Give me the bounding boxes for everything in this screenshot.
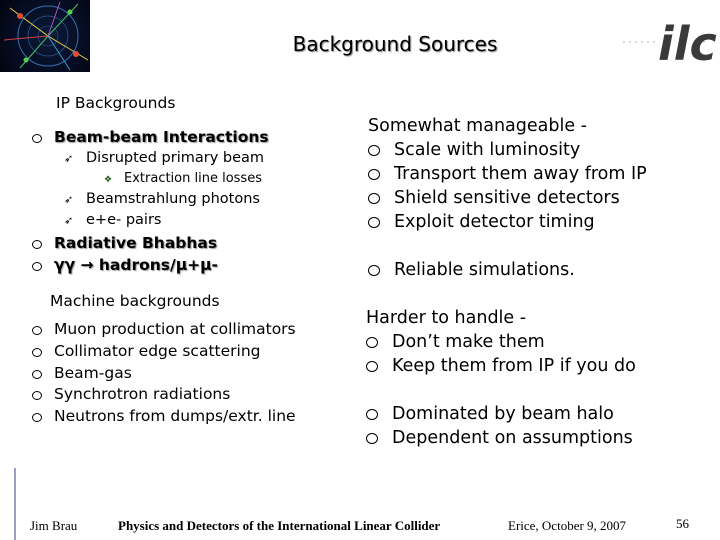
footer-author: Jim Brau xyxy=(30,518,78,533)
hollow-circle-icon xyxy=(368,193,380,204)
hollow-circle-icon xyxy=(368,145,380,156)
hollow-circle-icon xyxy=(32,391,42,400)
list-item: Neutrons from dumps/extr. line xyxy=(32,407,296,425)
arrow-bullet-icon: ➶ xyxy=(64,214,74,227)
page-number: 56 xyxy=(676,516,689,531)
hollow-circle-icon xyxy=(32,262,42,271)
arrow-bullet-icon: ➶ xyxy=(64,193,74,206)
list-item: ❖ Extraction line losses xyxy=(104,171,262,186)
hollow-circle-icon xyxy=(32,370,42,379)
hollow-circle-icon xyxy=(368,169,380,180)
ilc-logo xyxy=(620,12,717,71)
list-item: Radiative Bhabhas xyxy=(32,234,217,252)
hollow-circle-icon xyxy=(32,134,42,143)
machine-backgrounds-heading: Machine backgrounds xyxy=(50,292,220,310)
list-item: Shield sensitive detectors xyxy=(368,188,620,208)
list-item: ➶ e+e- pairs xyxy=(64,212,162,228)
footer-event: Physics and Detectors of the International Linear Collider xyxy=(118,518,441,533)
hollow-circle-icon xyxy=(366,409,378,420)
list-item: Beam-beam Interactions xyxy=(32,128,269,146)
footer-location-date: Erice, October 9, 2007 xyxy=(508,518,627,533)
list-item: γγ → hadrons/μ+μ- xyxy=(32,256,218,274)
manageable-heading: Somewhat manageable - xyxy=(368,116,587,136)
list-item: ➶ Beamstrahlung photons xyxy=(64,191,260,207)
footer-divider xyxy=(14,468,16,540)
ip-backgrounds-heading: IP Backgrounds xyxy=(56,94,176,112)
hollow-circle-icon xyxy=(32,326,42,335)
list-item: ➶ Disrupted primary beam xyxy=(64,150,265,166)
list-item: Beam-gas xyxy=(32,364,132,382)
list-item: Collimator edge scattering xyxy=(32,342,261,360)
hollow-circle-icon xyxy=(32,240,42,249)
hollow-circle-icon xyxy=(368,217,380,228)
harder-heading: Harder to handle - xyxy=(366,308,527,328)
hollow-circle-icon xyxy=(32,348,42,357)
list-item: Dominated by beam halo xyxy=(366,404,614,424)
list-item: Reliable simulations. xyxy=(368,260,575,280)
list-item: Dependent on assumptions xyxy=(366,428,633,448)
list-item: Synchrotron radiations xyxy=(32,385,230,403)
list-item: Don’t make them xyxy=(366,332,545,352)
hollow-circle-icon xyxy=(366,361,378,372)
arrow-bullet-icon: ➶ xyxy=(64,152,74,165)
hollow-circle-icon xyxy=(32,413,42,422)
list-item: Transport them away from IP xyxy=(368,164,647,184)
list-item: Scale with luminosity xyxy=(368,140,580,160)
slide-title: Background Sources xyxy=(292,32,498,56)
hollow-circle-icon xyxy=(366,337,378,348)
hollow-circle-icon xyxy=(368,265,380,276)
event-display-image xyxy=(0,0,90,72)
list-item: Keep them from IP if you do xyxy=(366,356,636,376)
list-item: Muon production at collimators xyxy=(32,320,296,338)
hollow-circle-icon xyxy=(366,433,378,444)
diamond-bullet-icon: ❖ xyxy=(104,175,113,185)
ilc-logo-text: ilc xyxy=(658,17,717,71)
list-item: Exploit detector timing xyxy=(368,212,595,232)
